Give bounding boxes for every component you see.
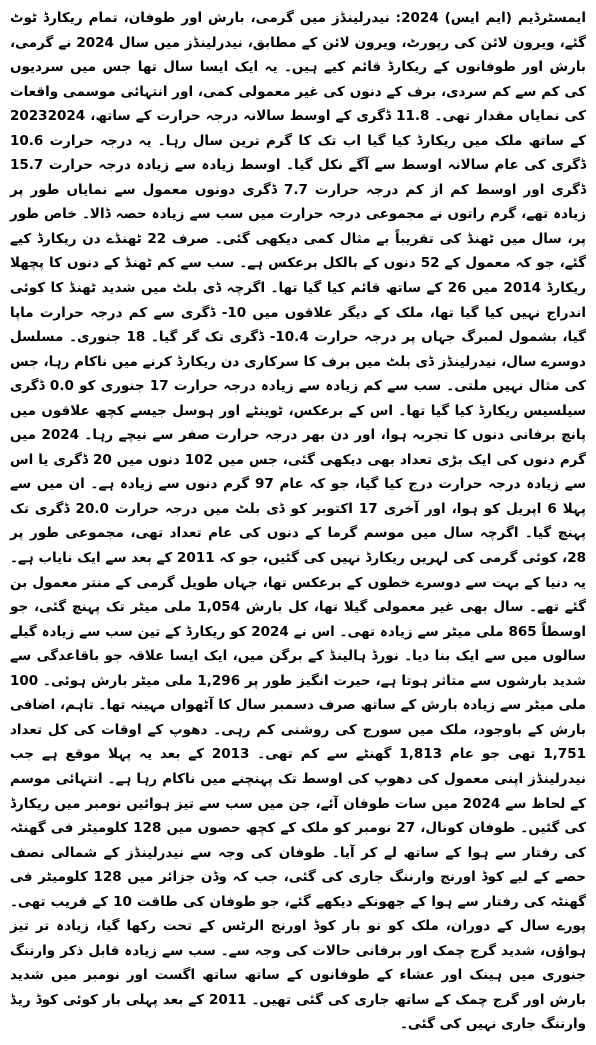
article-text: ایمسٹرڈیم (ایم ایس) 2024: نیدرلینڈز میں گرمی، بارش اور طوفان، تمام ریکارڈ ٹوٹ گئے، ویرون لائن کی رپورٹ، ویرون لائن کے مطابق، نیدرلینڈز میں سال 2024 نے گرمی، بارش اور طوفانوں کے ریکارڈ قائم کیے ہیں۔ یہ ایک ایسا سال تھا جس میں سردیوں کی کم سے کم سردی، برف کے دنوں کی غیر معمولی کمی، اور انتہائی موسمی واقعات کی نمایاں مقدار تھی۔ 11.8 ڈگری کے اوسط سالانہ درجہ حرارت کے ساتھ، 20232024 کے ساتھ ملک میں ریکارڈ کیا گیا اب تک کا گرم ترین سال رہا۔ یہ درجہ حرارت 10.6 ڈگری کی عام سالانہ اوسط سے آگے نکل گیا۔ اوسط زیادہ سے زیادہ درجہ حرارت 15.7 ڈگری اور اوسط کم از کم درجہ حرارت 7.7 ڈگری دونوں معمول سے نمایاں طور پر زیادہ تھے، گرم راتوں نے مجموعی درجہ حرارت میں سب سے زیادہ حصہ ڈالا۔ خاص طور پر، سال میں ٹھنڈ کی تقریباً بے مثال کمی دیکھی گئی۔ صرف 22 ٹھنڈے دن ریکارڈ کیے گئے، جو کہ معمول کے 52 دنوں کے بالکل برعکس ہے۔ سب سے کم ٹھنڈ کے دنوں کا پچھلا ریکارڈ 2014 میں 26 کے ساتھ قائم کیا گیا تھا۔ اگرچہ ڈی بلٹ میں شدید ٹھنڈ کا کوئی اندراج نہیں کیا گیا تھا، ملک کے دیگر علاقوں میں 10- ڈگری سے کم درجہ حرارت ماپا گیا، بشمول لمبرگ جہاں پر درجہ حرارت 10.4- ڈگری تک گر گیا۔ 18 جنوری۔ مسلسل دوسرے سال، نیدرلینڈز ڈی بلٹ میں برف کا سرکاری دن ریکارڈ کرنے میں ناکام رہا، جس کی مثال نہیں ملتی۔ سب سے کم زیادہ سے زیادہ درجہ حرارت 17 جنوری کو 0.0 ڈگری سیلسیس ریکارڈ کیا گیا تھا۔ اس کے برعکس، ٹوینٹے اور ہوسل جیسے کچھ علاقوں میں پانچ برفانی دنوں کا تجربہ ہوا، اور دن بھر درجہ حرارت صفر سے نیچے رہا۔ 2024 میں گرم دنوں کی ایک بڑی تعداد بھی دیکھی گئی، جس میں 102 دنوں میں 20 ڈگری یا اس سے زیادہ درجہ حرارت درج کیا گیا، جو کہ عام 97 گرم دنوں سے زیادہ ہے۔ ان میں سے پہلا 6 اپریل کو ہوا، اور آخری 17 اکتوبر کو ڈی بلٹ میں درجہ حرارت 20.0 ڈگری تک پہنچ گیا۔ اگرچہ سال میں موسم گرما کے دنوں کی عام تعداد تھی، مجموعی طور پر 28، کوئی گرمی کی لہریں ریکارڈ نہیں کی گئیں، جو کہ 2011 کے بعد سے ایک نایاب ہے۔ یہ دنیا کے بہت سے دوسرے خطوں کے برعکس تھا، جہاں طویل گرمی کے منتر معمول بن گئے تھے۔ سال بھی غیر معمولی گیلا تھا، کل بارش 1,054 ملی میٹر تک پہنچ گئی، جو اوسطاً 865 ملی میٹر سے زیادہ تھی۔ اس نے 2024 کو ریکارڈ کے تین سب سے زیادہ گیلے سالوں میں سے ایک بنا دیا۔ نورڈ ہالینڈ کے برگن میں، ایک ایسا علاقہ جو باقاعدگی سے شدید بارشوں سے متاثر ہوتا ہے، حیرت انگیز طور پر 1,296 ملی میٹر بارش ہوئی۔ 100 ملی میٹر سے زیادہ بارش کے ساتھ صرف دسمبر سال کا آٹھواں مہینہ تھا۔ تاہم، اضافی بارش کے باوجود، ملک میں سورج کی روشنی کم رہی۔ دھوپ کے اوقات کی کل تعداد 1,751 تھی جو عام 1,813 گھنٹے سے کم تھی۔ 2013 کے بعد یہ پہلا موقع ہے جب نیدرلینڈز اپنی معمول کی دھوپ کی اوسط تک پہنچنے میں ناکام رہا ہے۔ انتہائی موسم کے لحاظ سے 2024 میں سات طوفان آئے، جن میں سب سے تیز ہوائیں نومبر میں ریکارڈ کی گئیں۔ طوفان کونال، 27 نومبر کو ملک کے کچھ حصوں میں 128 کلومیٹر فی گھنٹہ کی رفتار سے ہوا کے ساتھ لے کر آیا۔ طوفان کی وجہ سے نیدرلینڈز کے شمالی نصف حصے کے لیے کوڈ اورنج وارننگ جاری کی گئی، جب کہ وڈن جزائر میں 128 کلومیٹر فی گھنٹہ کی رفتار سے ہوا کے جھونکے دیکھے گئے، جو طوفان کی طاقت 10 کے قریب تھی۔ پورے سال کے دوران، ملک کو نو بار کوڈ اورنج الرٹس کے تحت رکھا گیا، زیادہ تر تیز ہواؤں، شدید گرج چمک اور برفانی حالات کی وجہ سے۔ سب سے زیادہ قابل ذکر وارننگ جنوری میں ہینک اور عشاء کے طوفانوں کے ساتھ ساتھ اگست اور نومبر میں شدید بارش اور گرج چمک کے ساتھ جاری کی گئی تھیں۔ 2011 کے بعد پہلی بار کوئی کوڈ ریڈ وارننگ جاری نہیں کی گئی۔ (10, 10, 587, 1033)
